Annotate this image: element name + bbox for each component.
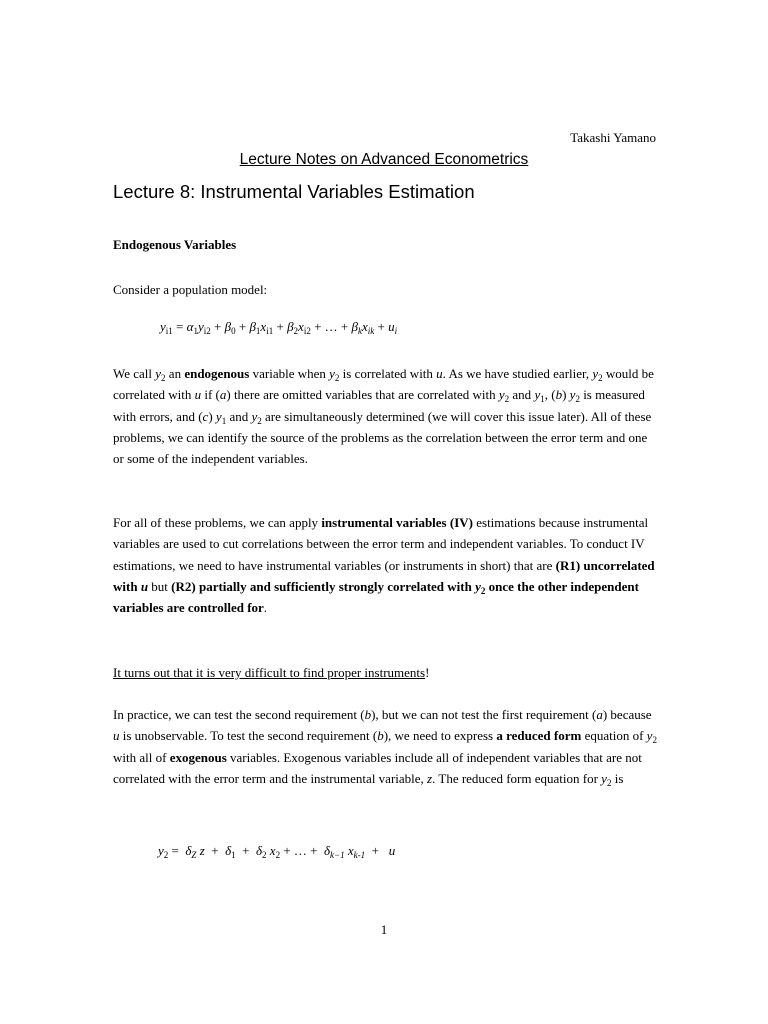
reduced-form-paragraph: In practice, we can test the second requirement (b), but we can not test the first requirement (a) because u is unobservable. To test the second requirement (b), we need to express a reduced form equation of $y_2$ with all of exogenous variables. Exogenous variables include all of independent variables that are not correlated with the error term and the instrumental variable, z. The reduced form equation for $y_2$ is xyxy=(113,707,657,788)
reduced-form-equation: $y_2 = \delta_Z$ $z + \delta_1 + \delta_2$ $x_2$ + … + $\delta_{k-1}$ $x_{k-1} + u$ xyxy=(158,843,396,860)
population-model-equation: $y_{i1} = \alpha_1y_{i2} + \beta_0 + \beta_1x_{i1} + \beta_2x_{i2}$ + … + $\beta_kx_{ik} + u_i$ xyxy=(160,319,398,336)
course-title: Lecture Notes on Advanced Econometrics xyxy=(239,151,529,168)
section-heading: Endogenous Variables xyxy=(113,237,237,252)
author-name: Takashi Yamano xyxy=(570,130,656,145)
instruments-note: It turns out that it is very difficult to find proper instruments! xyxy=(113,665,430,680)
page-number: 1 xyxy=(380,922,388,937)
instrumental-variables-paragraph: For all of these problems, we can apply instrumental variables (IV) estimations because instrumental variables are used to cut correlations between the error term and independent variables. To conduct IV estimations, we need to have instrumental variables (or instruments in short) that are (R1) uncorrelated with u but (R2) partially and sufficiently strongly correlated with $y_2$ once the other independent variables are controlled for. xyxy=(113,515,655,616)
intro-text: Consider a population model: xyxy=(113,282,268,297)
endogenous-paragraph: We call $y_2$ an endogenous variable when $y_2$ is correlated with u. As we have studied earlier, $y_2$ would be correlated with u if (a) there are omitted variables that are correlated with $y_2$ and $y_1$, (b) $y_2$ is measured with errors, and (c) $y_1$ and $y_2$ are simultaneously determined (we will cover this issue later). All of these problems, we can identify the source of the problems as the correlation between the error term and one or some of the independent variables. xyxy=(113,366,654,467)
lecture-title: Lecture 8: Instrumental Variables Estimation xyxy=(113,181,475,202)
